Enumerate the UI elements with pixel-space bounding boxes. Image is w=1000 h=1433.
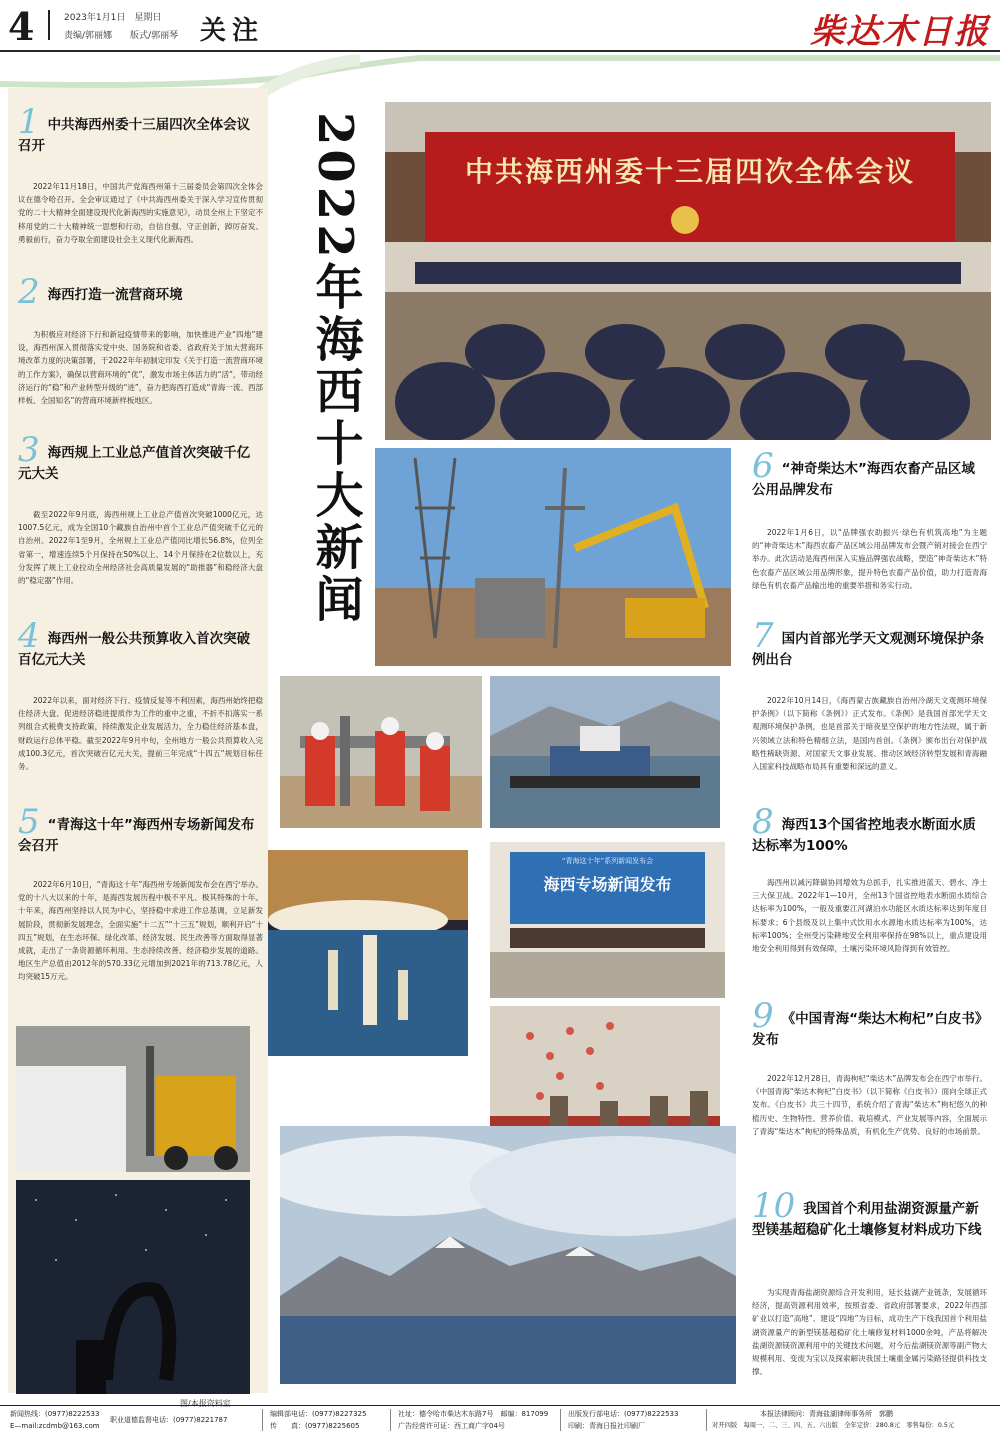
section-title: 关注: [200, 16, 265, 46]
feature-title: 2022年海西十大新闻: [307, 112, 363, 626]
footer-address: 社址：德令哈市柴达木东路7号 邮编：817099: [398, 1410, 549, 1418]
newspaper-logo: 柴达木日报: [810, 12, 990, 52]
news-item-1-body: 2022年11月18日，中国共产党海西州第十三届委员会第四次全体会议在德令哈召开。全会审议通过了《中共海西州委关于深入学习宣传贯彻党的二十大精神全面建设现代化新海西的实施意见》，动员全州上下坚定不移用党的二十大精神统一思想和行动，自信自强、守正创新，踔厉奋发、勇毅前行，奋力夺取全面建设社会主义现代化新海西。: [18, 182, 263, 244]
footer-divider: [560, 1409, 561, 1431]
header-divider: [48, 10, 50, 40]
news-item-4-body: 2022年以来，面对经济下行、疫情反复等不利因素，海西州始终把稳住经济大盘、促进经济稳进提质作为工作的重中之重，不折不扣落实一系列组合式税费支持政策，持续激发企业发展活力，全力稳住经济基本盘，财政运行总体平稳。截至2022年9月中旬，全州地方一般公共预算收入完成100.3亿元，首次突破百亿元大关，提前三年完成“十四五”规划目标任务。: [18, 696, 263, 772]
news-item-8-title: 8 海西13个国省控地表水断面水质达标率为100%: [752, 802, 976, 854]
press-screen-top: “青海这十年”系列新闻发布会: [561, 857, 654, 865]
footer-hotline: 新闻热线：(0977)8222533: [10, 1410, 100, 1418]
salt-crystal-photo: [268, 850, 468, 1056]
item-number: 7: [752, 616, 774, 656]
item-number: 2: [18, 272, 40, 312]
oilfield-workers-photo: [280, 676, 482, 828]
footer-ethics-phone: 职业道德监督电话：(0977)8221787: [110, 1416, 228, 1424]
editor-credits: 责编/郭丽娜 版式/郭丽琴: [64, 31, 179, 41]
page-number: 4: [8, 4, 35, 49]
news-item-5-body: 2022年6月10日，“青海这十年”海西州专场新闻发布会在西宁举办。党的十八大以来的十年，是海西发展历程中极不平凡、极其特殊的十年。十年来，海西州坚持以人民为中心，坚持稳中求进工作总基调，立足新发展阶段，贯彻新发展理念，全面实施“十二五”“十三五”规划，顺利开启“十四五”规划，在生态环保、绿化改革、经济发展、民生改善等方面取得显著成就，走出了一条资源循环利用、生态持续改善、经济稳步发展的道路。地区生产总值由2012年的570.33亿元增加到2021年的713.78亿元，人均突破15万元。: [18, 880, 263, 982]
footer-fax: 传 真：(0977)8225605: [270, 1422, 360, 1430]
news-item-6-body: 2022年1月6日，以“品牌强农助振兴·绿色有机筑高地”为主题的“神奇柴达木”海西农畜产品区域公用品牌发布会暨产销对接会在西宁举办。此次活动是海西州深入实施品牌强农战略，塑造“神奇柴达木”特色农畜产品区域公用品牌形象，提升特色农畜产品价值，助力打造青海绿色有机农畜产品输出地的重要举措和务实行动。: [752, 528, 987, 590]
fertilizer-forklift-photo: [16, 1026, 250, 1172]
news-item-10-title: 10 我国首个利用盐湖资源量产新型镁基超稳矿化土壤修复材料成功下线: [752, 1186, 982, 1238]
footer-ad-license: 广告经营许可证：西工商广字04号: [398, 1422, 505, 1430]
footer-email: E—mail:zcdmb@163.com: [10, 1422, 100, 1430]
news-item-2-title: 2 海西打造一流营商环境: [18, 272, 183, 312]
item-number: 6: [752, 446, 774, 486]
salt-lake-dredger-photo: [490, 676, 720, 828]
news-item-1-title: 1 中共海西州委十三届四次全体会议召开: [18, 102, 251, 154]
news-item-2-body: 为积极应对经济下行和新冠疫情带来的影响，加快推进产业“四地”建设，海西州深入贯彻落实党中央、国务院和省委、省政府关于加大营商环境改革力度的决策部署，于2022年年初制定印发《关于打造一流营商环境的工作方案》，确保以营商环境的“优”，激发市场主体活力的“活”，带动经济运行的“稳”和产业转型升级的“进”，奋力把海西打造成“青海一流、西部样板、全国知名”的营商环境新样板地区。: [18, 330, 263, 406]
item-number: 10: [752, 1186, 796, 1226]
news-item-9-title: 9 《中国青海“柴达木枸杞”白皮书》发布: [752, 996, 982, 1048]
footer-divider: [706, 1409, 707, 1431]
news-item-7-title: 7 国内首部光学天文观测环境保护条例出台: [752, 616, 985, 668]
item-number: 1: [18, 102, 40, 142]
power-grid-photo: [375, 448, 731, 666]
issue-date: 2023年1月1日 星期日: [64, 13, 162, 23]
footer-legal-counsel: 本报法律顾问：青海盐湖律师事务所 郭鹏: [760, 1410, 893, 1418]
news-item-5-title: 5 “青海这十年”海西州专场新闻发布会召开: [18, 802, 255, 854]
mountain-lake-landscape-photo: [280, 1126, 736, 1384]
news-item-6-title: 6 “神奇柴达木”海西农畜产品区域公用品牌发布: [752, 446, 975, 498]
item-number: 9: [752, 996, 774, 1036]
news-item-9-body: 2022年12月28日，青海枸杞“柴达木”品牌发布会在西宁市举行。《中国青海“柴达木枸杞”白皮书》（以下简称《白皮书》）面向全球正式发布。《白皮书》共三十四节，系统介绍了青海“柴达木”枸杞悠久的种植历史、生物特性、营养价值、栽培模式、产业发展等内容，全面展示了青海“柴达木”枸杞的特殊品质，有机化生产优势、良好的市场前景。: [752, 1074, 987, 1136]
banner-text: 中共海西州委十三届四次全体会议: [464, 155, 915, 188]
item-number: 4: [18, 616, 40, 656]
photo-credit: 图/本报资料室: [180, 1399, 231, 1408]
news-item-8-body: 海西州以减污降碳协同增效为总抓手，扎实推进蓝天、碧水、净土三大保卫战。2022年1—10月，全州13个国省控地表水断面水质综合达标率为100%，一般及重要江河湖泊水功能区水质达标率达到年度目标要求；6个县级及以上集中式饮用水水源地水质达标率为100%，达标率100%；全州受污染耕地安全利用率保持在98%以上，重点建设用地安全利用得到有效保障，土壤污染环境风险得到有效管控。: [752, 878, 987, 954]
news-item-7-body: 2022年10月14日，《海西蒙古族藏族自治州冷湖天文观测环境保护条例》（以下简称《条例》）正式发布。《条例》是我国首部光学天文观测环境保护条例，也是首部关于暗夜星空保护的地方性法规，属于新兴领域立法和特色精细立法，是国内首创。《条例》颁布出台对保护战略性稀缺资源、对国家天文事业发展、推动区域经济转型发展和青海融入国家科技战略布局具有重要和深远的意义。: [752, 696, 987, 772]
item-number: 3: [18, 430, 40, 470]
press-screen-text: 海西专场新闻发布: [543, 875, 672, 894]
news-item-4-title: 4 海西州一般公共预算收入首次突破百亿元大关: [18, 616, 251, 668]
footer-divider: [390, 1409, 391, 1431]
news-item-3-body: 截至2022年9月底，海西州规上工业总产值首次突破1000亿元，达1007.5亿元，成为全国10个藏族自治州中首个工业总产值突破千亿元的自治州。2022年1至9月，全州规上工业总产值同比增长56.8%，位列全省第一，增速连续5个月保持在50%以上、14个月保持在2位数以上，充分发挥了规上工业拉动全州经济社会高质量发展的“助推器”和稳经济大盘的“稳定器”作用。: [18, 510, 263, 586]
footer: [0, 1405, 1000, 1433]
footer-printer: 印刷：青海日报社印刷厂: [568, 1422, 645, 1430]
plenary-session-photo: [385, 102, 991, 440]
item-number: 5: [18, 802, 40, 842]
footer-distribution-phone: 出版发行部电话：(0977)8222533: [568, 1410, 679, 1418]
footer-editorial-phone: 编辑部电话：(0977)8227325: [270, 1410, 367, 1418]
item-number: 8: [752, 802, 774, 842]
footer-divider: [262, 1409, 263, 1431]
masthead: [0, 0, 1000, 52]
night-sky-observatory-photo: [16, 1180, 250, 1394]
press-conference-photo: [490, 842, 725, 998]
news-item-10-body: 为实现青海盐湖资源综合开发利用，延长盐湖产业链条，发展循环经济，提高资源利用效率，按照省委、省政府部署要求，2022年西部矿业以打造“高地”、建设“四地”为目标，成功生产下线我国首个利用盐湖资源量产的新型镁基超稳矿化土壤修复材料1000余吨，产品将解决盐湖资源镁资源利用中的关键技术问题，对今后盐湖镁资源等副产物大规模利用、变废为宝以及探索解决我国土壤重金属污染路径提供科技支撑。: [752, 1288, 987, 1377]
footer-pricing: 对开四版 每周一、二、三、四、五、六出版 全年定价：280.8元 零售每份：0.5元: [712, 1422, 955, 1429]
news-item-3-title: 3 海西规上工业总产值首次突破千亿元大关: [18, 430, 251, 482]
